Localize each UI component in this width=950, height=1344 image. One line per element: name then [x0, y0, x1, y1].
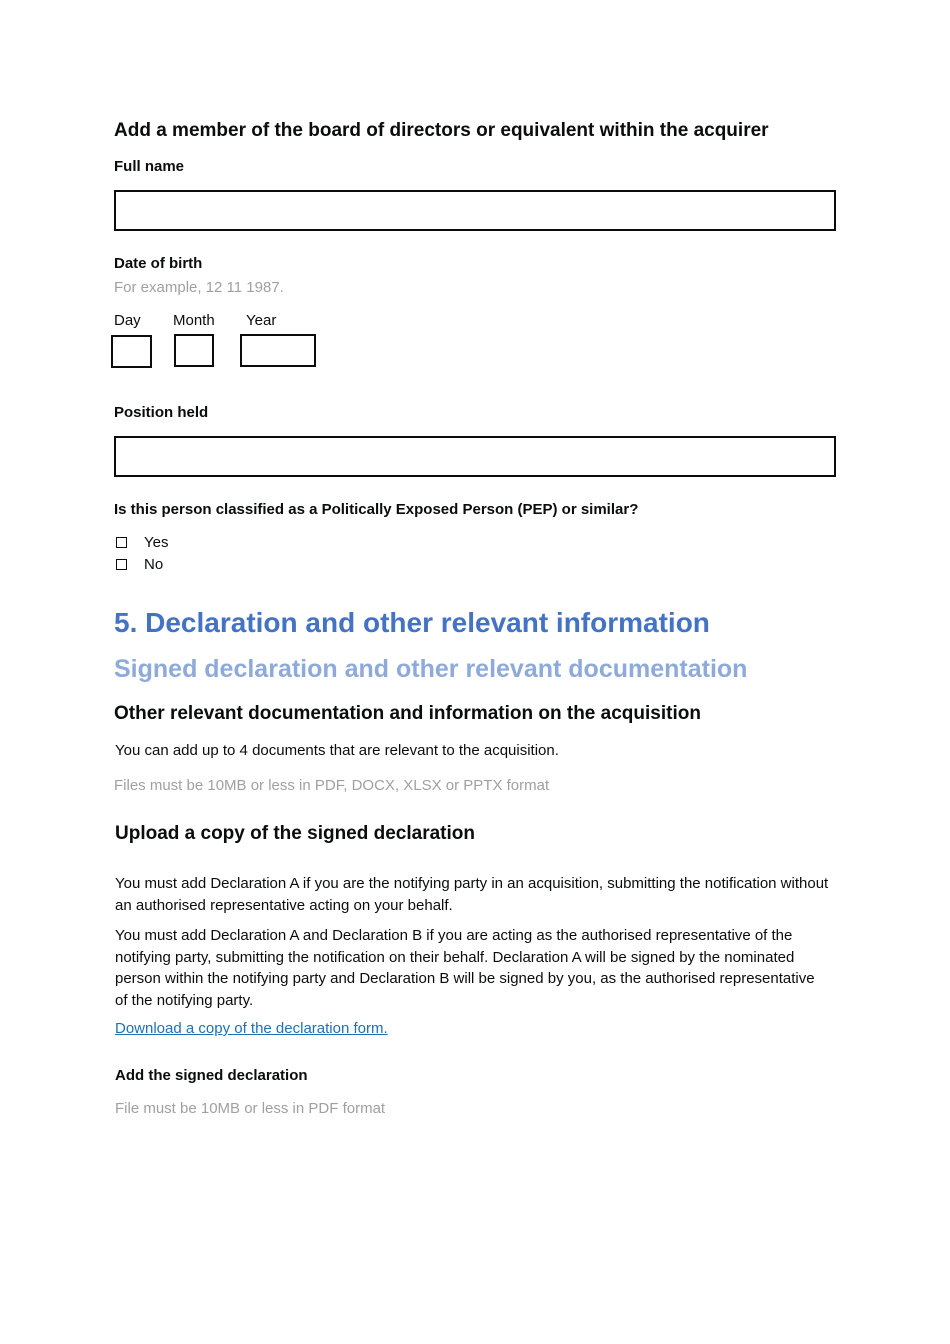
docs-text: You can add up to 4 documents that are relevant to the acquisition. [115, 742, 559, 759]
declaration-paragraph-2: You must add Declaration A and Declaration B if you are acting as the authorised representative of the notifying party, submitting the notification on their behalf. Declaration A will be signed by the nominated person within the notifying party and Declaration B will be signed by you, as the authorised representative of the notifying party. [115, 927, 815, 1009]
pep-question: Is this person classified as a Politically Exposed Person (PEP) or similar? [114, 501, 639, 518]
pep-no-checkbox[interactable] [116, 559, 127, 570]
dob-month-input[interactable] [174, 334, 214, 367]
pep-yes-checkbox[interactable] [116, 537, 127, 548]
pep-yes-label: Yes [144, 534, 169, 551]
docs-hint: Files must be 10MB or less in PDF, DOCX, XLSX or PPTX format [114, 777, 550, 794]
dob-year-input[interactable] [240, 334, 316, 367]
board-member-heading: Add a member of the board of directors or equivalent within the acquirer [114, 120, 769, 141]
signed-declaration-subheading: Signed declaration and other relevant documentation [114, 655, 748, 683]
day-label: Day [114, 312, 141, 329]
year-label: Year [246, 312, 277, 329]
dob-day-input[interactable] [111, 335, 152, 368]
full-name-input[interactable] [114, 190, 836, 231]
dob-hint: For example, 12 11 1987. [114, 279, 284, 296]
upload-heading: Upload a copy of the signed declaration [115, 823, 475, 844]
position-input[interactable] [114, 436, 836, 477]
dob-label: Date of birth [114, 255, 203, 272]
signed-declaration-label: Add the signed declaration [115, 1067, 308, 1084]
position-label: Position held [114, 404, 209, 421]
full-name-label: Full name [114, 158, 185, 175]
section-5-heading: 5. Declaration and other relevant information [114, 607, 710, 638]
month-label: Month [173, 312, 215, 329]
signed-declaration-hint: File must be 10MB or less in PDF format [115, 1100, 386, 1117]
pep-no-label: No [144, 556, 164, 573]
other-docs-heading: Other relevant documentation and information on the acquisition [114, 703, 701, 724]
declaration-paragraph-1: You must add Declaration A if you are the notifying party in an acquisition, submitting the notification without an authorised representative acting on your behalf. [115, 875, 829, 914]
download-declaration-link[interactable]: Download a copy of the declaration form. [115, 1020, 388, 1037]
